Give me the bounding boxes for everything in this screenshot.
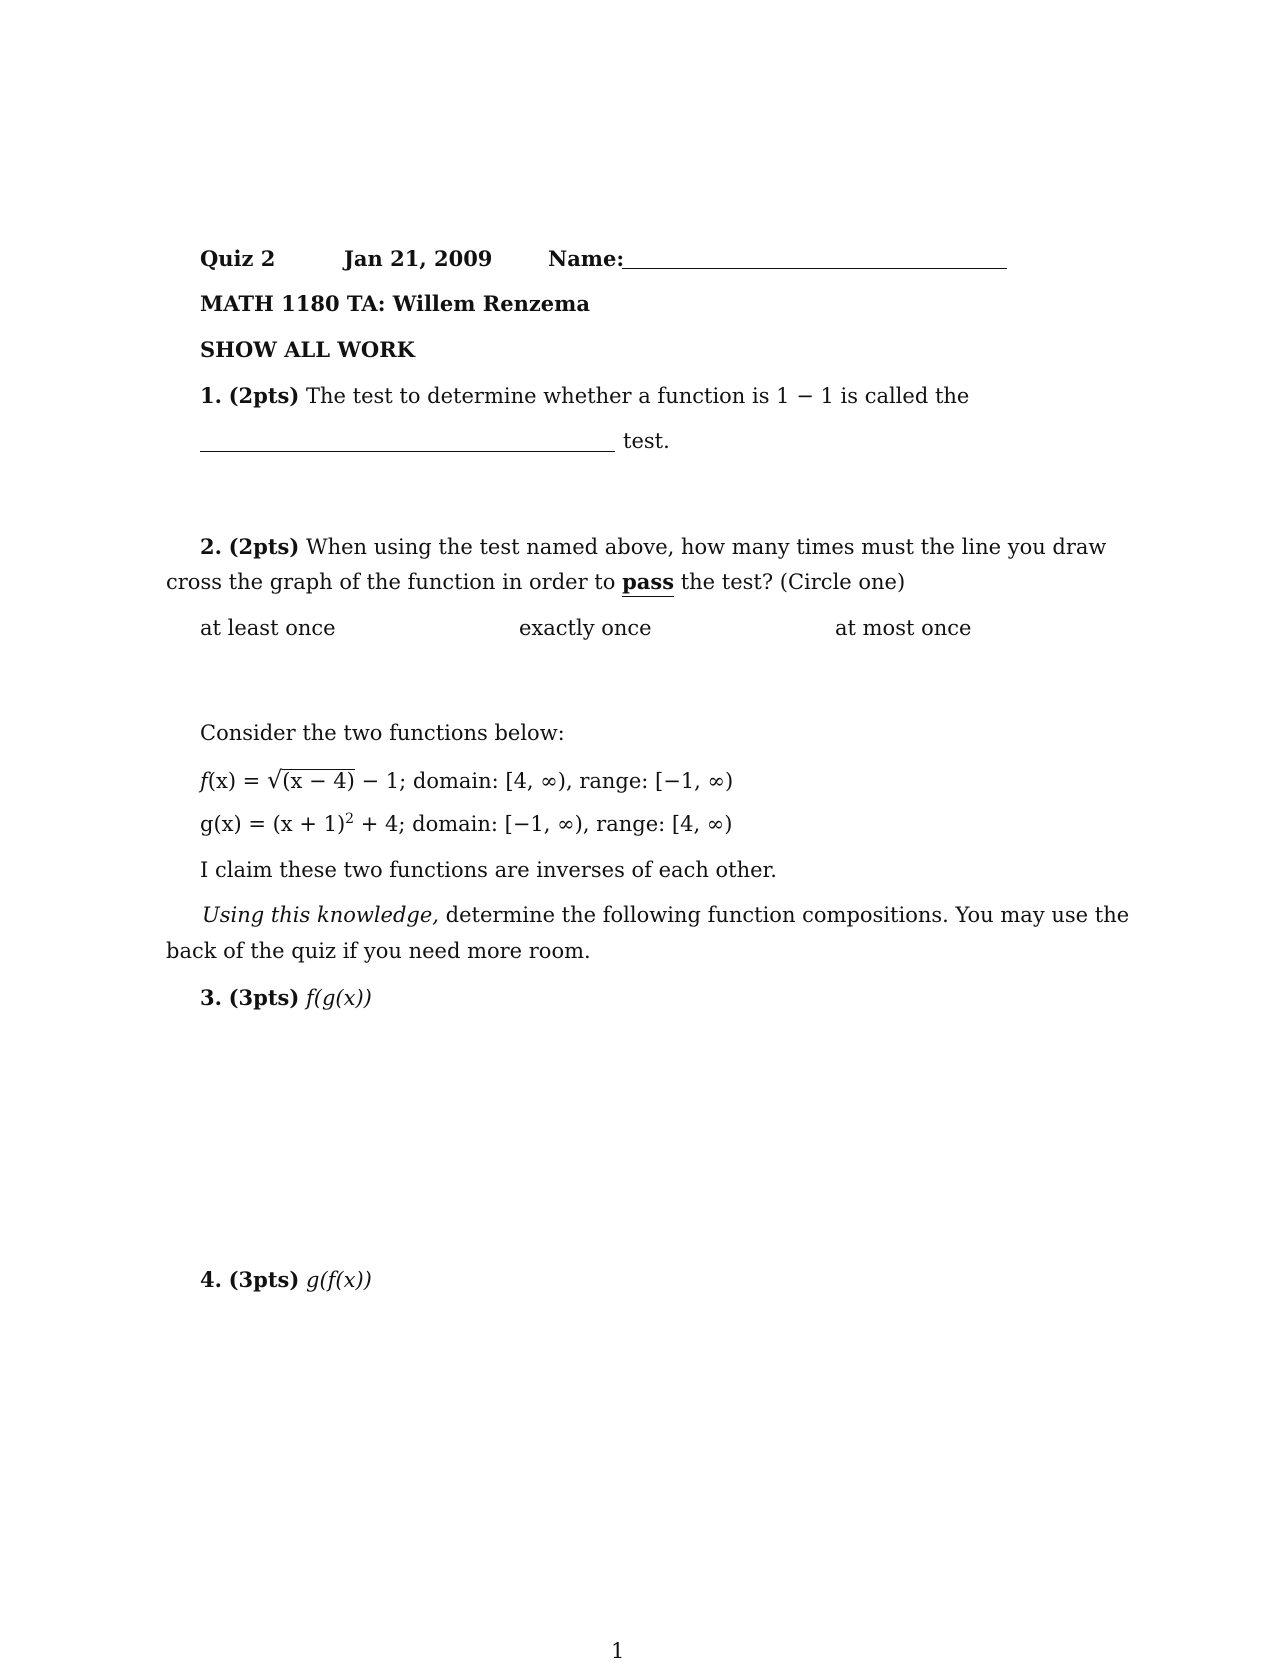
q2-pass-emphasis: pass xyxy=(622,569,674,597)
q2-line-2-before: cross the graph of the function in order to xyxy=(166,570,616,594)
q2-option-at-most-once[interactable]: at most once xyxy=(835,616,972,640)
q2-line-2-after: the test? (Circle one) xyxy=(680,570,906,594)
name-blank-line[interactable] xyxy=(622,268,1007,269)
q1-text: The test to determine whether a function is 1 − 1 is called the xyxy=(306,384,970,408)
function-f-definition xyxy=(200,768,733,792)
q3-number: 3. xyxy=(200,985,222,1010)
q4-points: (3pts) xyxy=(228,1267,300,1292)
g-rest: + 4; domain: [−1, ∞), range: [4, ∞) xyxy=(354,812,733,836)
show-all-work-instruction: SHOW ALL WORK xyxy=(200,337,415,362)
using-knowledge-rest: determine the following function compositions. You may use the xyxy=(438,903,1130,927)
q2-points: (2pts) xyxy=(228,534,300,559)
q2-option-exactly-once[interactable]: exactly once xyxy=(519,616,652,640)
g-lhs: g(x) = (x + 1) xyxy=(200,812,346,836)
quiz-label: Quiz 2 xyxy=(200,246,276,271)
q2-option-at-least-once[interactable]: at least once xyxy=(200,616,336,640)
q1-points: (2pts) xyxy=(228,383,300,408)
f-name: f xyxy=(200,769,208,793)
q2-line-1-text: When using the test named above, how many times must the line you draw xyxy=(306,535,1107,559)
f-rest: − 1; domain: [4, ∞), range: [−1, ∞) xyxy=(354,769,734,793)
question-1 xyxy=(200,385,969,407)
name-label: Name: xyxy=(548,246,625,271)
using-knowledge-line-1 xyxy=(202,905,1129,926)
function-g-definition xyxy=(200,811,733,836)
f-variable: (x) = xyxy=(207,769,267,793)
q3-points: (3pts) xyxy=(228,985,300,1010)
page-number: 1 xyxy=(611,1639,625,1663)
g-exponent: 2 xyxy=(345,811,355,827)
q1-answer-blank[interactable] xyxy=(200,451,615,452)
functions-intro: Consider the two functions below: xyxy=(200,721,565,745)
square-root-icon: √ xyxy=(266,766,283,794)
q4-expression: g(f(x)) xyxy=(306,1268,372,1292)
question-2-line-1 xyxy=(200,536,1106,558)
question-4 xyxy=(200,1269,372,1291)
course-ta-line: MATH 1180 TA: Willem Renzema xyxy=(200,291,590,316)
q3-expression: f(g(x)) xyxy=(306,986,372,1010)
q1-number: 1. xyxy=(200,383,222,408)
f-radicand: (x − 4) xyxy=(282,769,355,793)
using-knowledge-emphasis: Using this knowledge, xyxy=(202,903,439,927)
question-2-line-2 xyxy=(166,571,905,593)
q2-number: 2. xyxy=(200,534,222,559)
using-knowledge-line-2: back of the quiz if you need more room. xyxy=(166,939,591,963)
q1-suffix: test. xyxy=(623,429,670,453)
q4-number: 4. xyxy=(200,1267,222,1292)
question-3 xyxy=(200,987,372,1009)
inverse-claim: I claim these two functions are inverses of each other. xyxy=(200,858,777,882)
quiz-date: Jan 21, 2009 xyxy=(344,246,493,271)
